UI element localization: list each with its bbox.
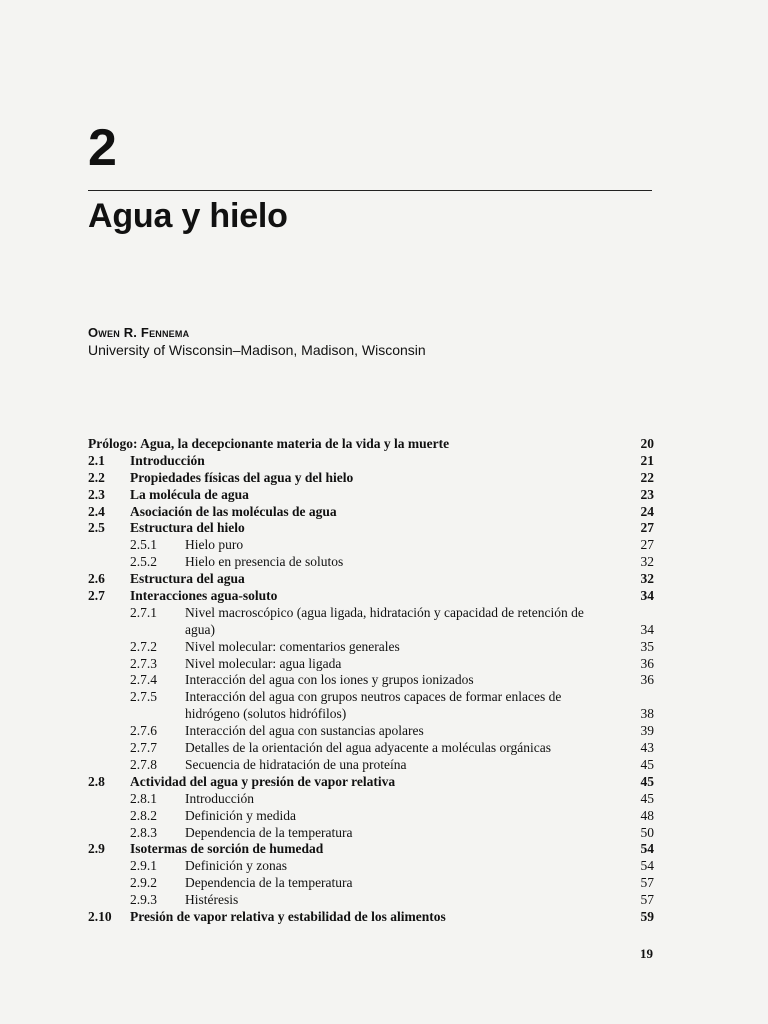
toc-page-number: 32	[640, 554, 654, 570]
toc-section-title: Nivel macroscópico (agua ligada, hidratación y capacidad de retención de agua)	[185, 604, 584, 637]
toc-section-title: Nivel molecular: comentarios generales	[185, 638, 400, 654]
toc-section-title: Introducción	[185, 790, 254, 806]
toc-entry	[88, 791, 654, 808]
toc-page-number: 23	[640, 486, 654, 502]
toc-section-title: Definición y medida	[185, 807, 296, 823]
toc-section-number: 2.5.1	[130, 537, 157, 553]
toc-entry	[88, 656, 654, 673]
toc-section-number: 2.7.5	[130, 689, 157, 705]
toc-section-title: Actividad del agua y presión de vapor relativa	[130, 773, 396, 789]
toc-section-number: 2.7.6	[130, 723, 157, 739]
toc-entry	[88, 605, 654, 639]
toc-page-number: 45	[640, 756, 654, 772]
toc-section-number: 2.9.3	[130, 892, 157, 908]
toc-entry	[88, 858, 654, 875]
toc-section-number: 2.5.2	[130, 554, 157, 570]
toc-page-number: 36	[640, 672, 654, 688]
table-of-contents	[88, 436, 654, 926]
toc-section-number: 2.8.3	[130, 824, 157, 840]
toc-section-number: 2.3	[88, 486, 105, 502]
toc-entry	[88, 453, 654, 470]
toc-entry	[88, 757, 654, 774]
toc-entry	[88, 909, 654, 926]
toc-section-title: Propiedades físicas del agua y del hielo	[130, 469, 354, 485]
toc-entry	[88, 520, 654, 537]
toc-page-number: 34	[640, 621, 654, 637]
toc-entry	[88, 639, 654, 656]
toc-page-number: 22	[640, 469, 654, 485]
toc-entry	[88, 504, 654, 521]
toc-entry	[88, 689, 654, 723]
toc-entry	[88, 672, 654, 689]
toc-section-number: 2.6	[88, 571, 105, 587]
toc-entry	[88, 892, 654, 909]
toc-section-number: 2.1	[88, 452, 105, 468]
toc-entry	[88, 470, 654, 487]
toc-entry	[88, 723, 654, 740]
toc-page-number: 57	[640, 892, 654, 908]
toc-page-number: 45	[640, 773, 654, 789]
toc-page-number: 45	[640, 790, 654, 806]
toc-page-number: 24	[640, 503, 654, 519]
toc-section-title: Definición y zonas	[185, 858, 287, 874]
toc-section-title: Dependencia de la temperatura	[185, 875, 353, 891]
toc-section-title: Asociación de las moléculas de agua	[130, 503, 337, 519]
toc-page-number: 54	[640, 841, 654, 857]
toc-section-title: Estructura del agua	[130, 571, 245, 587]
toc-section-title: Introducción	[130, 452, 205, 468]
toc-page-number: 27	[640, 520, 654, 536]
chapter-rule	[88, 190, 652, 191]
toc-section-number: 2.7	[88, 588, 105, 604]
toc-section-number: 2.7.3	[130, 655, 157, 671]
toc-section-number: 2.5	[88, 520, 105, 536]
toc-entry	[88, 554, 654, 571]
toc-section-title: Nivel molecular: agua ligada	[185, 655, 342, 671]
toc-section-number: 2.7.1	[130, 604, 157, 620]
toc-page-number: 43	[640, 740, 654, 756]
toc-entry	[88, 588, 654, 605]
toc-section-title: Interacción del agua con los iones y grupos ionizados	[185, 672, 474, 688]
toc-page-number: 38	[640, 706, 654, 722]
toc-section-number: 2.9	[88, 841, 105, 857]
toc-section-title: Detalles de la orientación del agua adyacente a moléculas orgánicas	[185, 740, 551, 756]
toc-section-number: 2.10	[88, 908, 112, 924]
toc-page-number: 59	[640, 908, 654, 924]
toc-section-number: 2.7.7	[130, 740, 157, 756]
toc-entry	[88, 825, 654, 842]
toc-page-number: 48	[640, 807, 654, 823]
toc-section-title: Histéresis	[185, 892, 239, 908]
toc-section-title: Prólogo: Agua, la decepcionante materia de la vida y la muerte	[88, 436, 450, 451]
toc-section-title: Interacciones agua-soluto	[130, 588, 278, 604]
toc-entry	[88, 808, 654, 825]
toc-page-number: 50	[640, 824, 654, 840]
toc-entry	[88, 487, 654, 504]
toc-page-number: 35	[640, 638, 654, 654]
toc-page-number: 20	[640, 435, 654, 451]
toc-page-number: 21	[640, 452, 654, 468]
chapter-title: Agua y hielo	[88, 197, 288, 235]
toc-section-number: 2.9.2	[130, 875, 157, 891]
toc-section-title: Presión de vapor relativa y estabilidad de los alimentos	[130, 908, 446, 924]
toc-entry	[88, 841, 654, 858]
toc-section-title: Dependencia de la temperatura	[185, 824, 353, 840]
toc-section-number: 2.4	[88, 503, 105, 519]
toc-section-title: Hielo en presencia de solutos	[185, 554, 344, 570]
toc-section-number: 2.2	[88, 469, 105, 485]
page-number: 19	[640, 946, 653, 961]
toc-section-number: 2.8.2	[130, 807, 157, 823]
toc-section-number: 2.8.1	[130, 790, 157, 806]
toc-page-number: 57	[640, 875, 654, 891]
toc-section-number: 2.7.8	[130, 756, 157, 772]
toc-section-title: Hielo puro	[185, 537, 244, 553]
toc-section-title: Isotermas de sorción de humedad	[130, 841, 324, 857]
toc-page-number: 39	[640, 723, 654, 739]
toc-page-number: 36	[640, 655, 654, 671]
author-name: Owen R. Fennema	[88, 325, 190, 340]
toc-entry	[88, 436, 654, 453]
toc-entry	[88, 571, 654, 588]
toc-page-number: 27	[640, 537, 654, 553]
toc-section-number: 2.7.4	[130, 672, 157, 688]
toc-entry	[88, 537, 654, 554]
toc-page-number: 54	[640, 858, 654, 874]
toc-page-number: 34	[640, 588, 654, 603]
toc-entry	[88, 875, 654, 892]
toc-section-title: La molécula de agua	[130, 486, 249, 502]
toc-section-number: 2.7.2	[130, 638, 157, 654]
author-affiliation: University of Wisconsin–Madison, Madison, Wisconsin	[88, 342, 426, 358]
toc-entry	[88, 774, 654, 791]
toc-section-title: Secuencia de hidratación de una proteína	[185, 756, 407, 772]
toc-section-title: Interacción del agua con grupos neutros capaces de formar enlaces de hidrógeno (solutos hidrófilos)	[185, 689, 562, 722]
toc-section-title: Interacción del agua con sustancias apolares	[185, 723, 424, 739]
toc-section-title: Estructura del hielo	[130, 520, 245, 536]
toc-section-number: 2.9.1	[130, 858, 157, 874]
toc-page-number: 32	[640, 571, 654, 587]
toc-entry	[88, 740, 654, 757]
toc-section-number: 2.8	[88, 773, 105, 789]
chapter-number: 2	[88, 119, 117, 177]
